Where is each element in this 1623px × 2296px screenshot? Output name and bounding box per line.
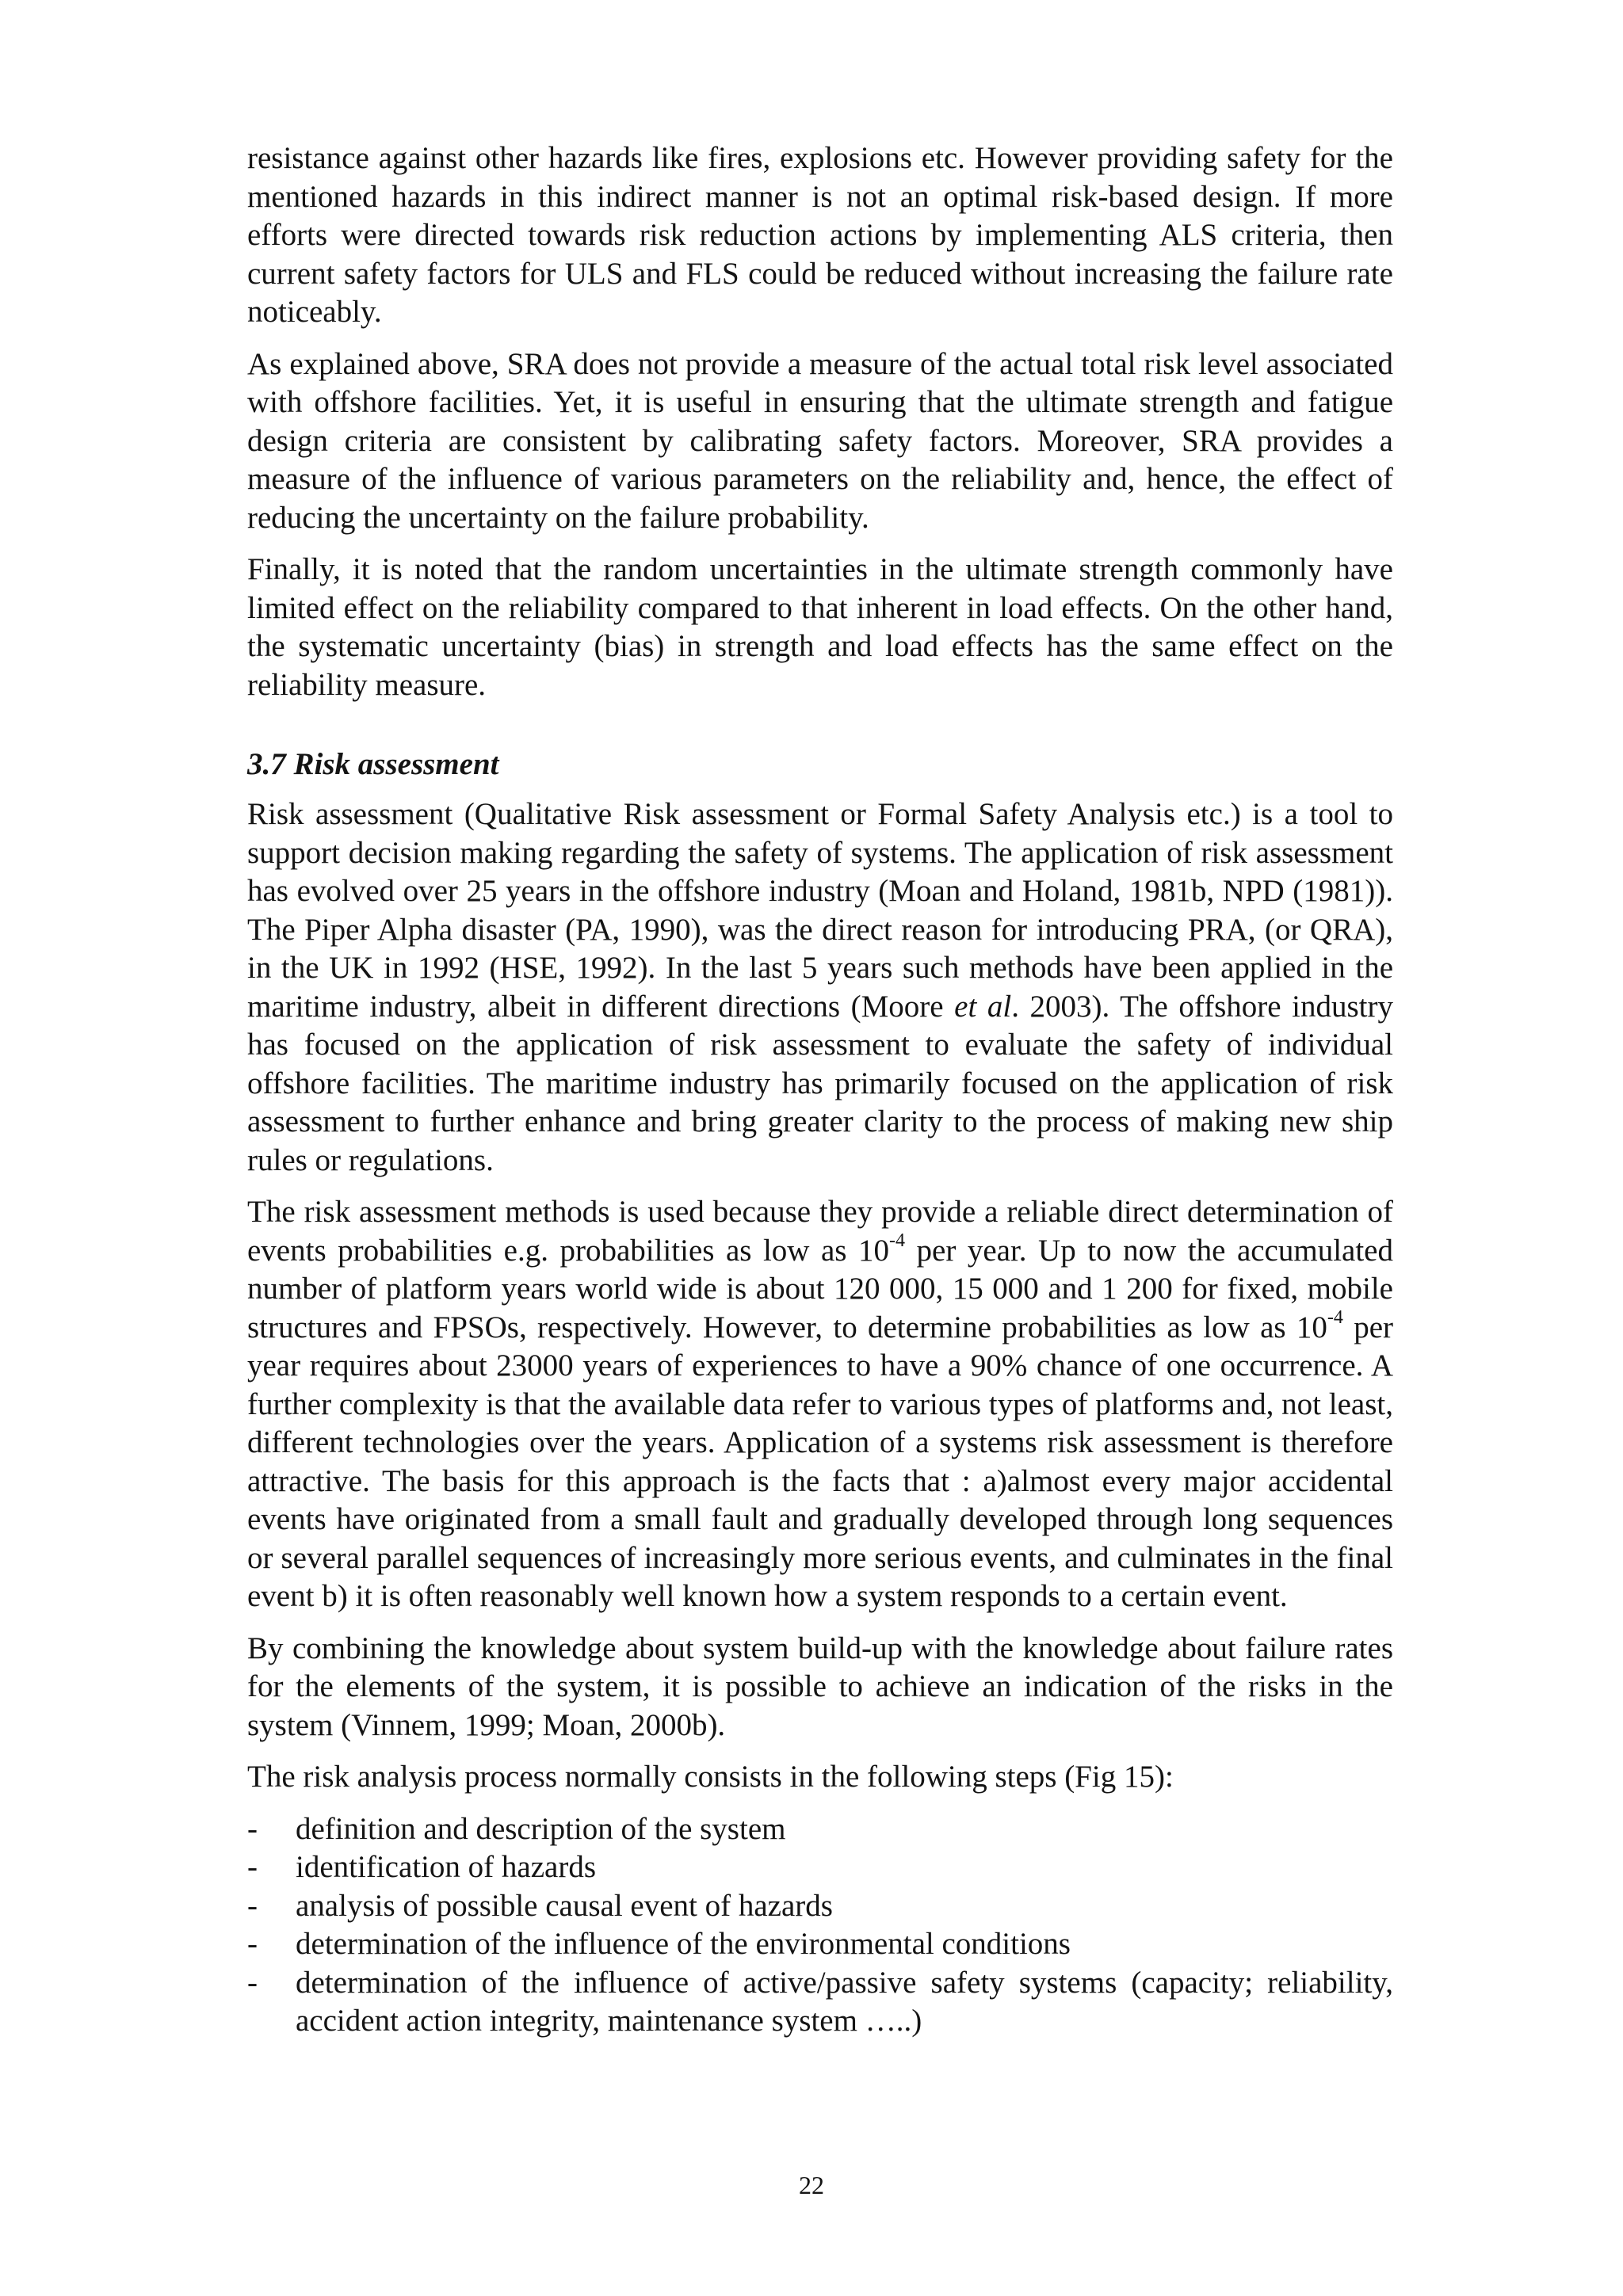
paragraph-risk-methods bbox=[247, 1193, 1393, 1616]
bullet-dash: - bbox=[247, 1965, 258, 2000]
list-item-text: determination of the influence of active/passive safety systems (capacity; reliability, accident action integrity, maintenance system …..) bbox=[296, 1965, 1393, 2038]
steps-list bbox=[247, 1810, 1393, 2041]
list-item bbox=[247, 1848, 1393, 1887]
superscript: -4 bbox=[1327, 1306, 1343, 1328]
text-run: per year requires about 23000 years of experiences to have a 90% chance of one occurrence. A further complexity is that the available data refer to various types of platforms and, not least, different technologies over the years. Application of a systems risk assessment is therefore attractive. The basis for this approach is the facts that : a)almost every major accidental events have originated from a small fault and gradually developed through long sequences or several parallel sequences of increasingly more serious events, and culminates in the final event b) it is often reasonably well known how a system responds to a certain event. bbox=[247, 1310, 1393, 1613]
bullet-dash: - bbox=[247, 1927, 258, 1961]
paragraph-steps-intro: The risk analysis process normally consists in the following steps (Fig 15): bbox=[247, 1760, 1174, 1794]
list-item-text: analysis of possible causal event of hazards bbox=[296, 1888, 833, 1923]
page-number: 22 bbox=[799, 2171, 824, 2199]
text-run: . 2003). The offshore industry has focused on the application of risk assessment to evaluate the safety of individual offshore facilities. The maritime industry has primarily focused on the application of risk assessment to further enhance and bring greater clarity to the process of making new ship rules or regulations. bbox=[247, 989, 1394, 1177]
section-heading: 3.7 Risk assessment bbox=[247, 747, 499, 781]
list-item bbox=[247, 1925, 1393, 1964]
list-item-text: definition and description of the system bbox=[296, 1811, 786, 1846]
paragraph-system-knowledge: By combining the knowledge about system build-up with the knowledge about failure rates for the elements of the system, it is possible to achieve an indication of the risks in the system (Vinnem, 1999; Moan, 2000b). bbox=[247, 1630, 1393, 1742]
paragraph-sra: As explained above, SRA does not provide a measure of the actual total risk level associated with offshore facilities. Yet, it is useful in ensuring that the ultimate strength and fatigue design criteria are consistent by calibrating safety factors. Moreover, SRA provides a measure of the influence of various parameters on the reliability and, hence, the effect of reducing the uncertainty on the failure probability. bbox=[247, 346, 1393, 535]
bullet-dash: - bbox=[247, 1850, 258, 1884]
bullet-dash: - bbox=[247, 1811, 258, 1846]
page-body bbox=[247, 139, 1393, 2041]
superscript: -4 bbox=[888, 1230, 905, 1251]
paragraph-hazards: resistance against other hazards like fires, explosions etc. However providing safety for the mentioned hazards in this indirect manner is not an optimal risk-based design. If more efforts were directed towards risk reduction actions by implementing ALS criteria, then current safety factors for ULS and FLS could be reduced without increasing the failure rate noticeably. bbox=[247, 141, 1393, 329]
list-item-text: determination of the influence of the environmental conditions bbox=[296, 1927, 1071, 1961]
list-item bbox=[247, 1810, 1393, 1849]
list-item bbox=[247, 1887, 1393, 1926]
text-run: The risk assessment methods is used because they provide a reliable direct determination of events probabilities e.g. probabilities as low as 10 bbox=[247, 1195, 1393, 1268]
italic-run: et al bbox=[954, 989, 1012, 1024]
list-item-text: identification of hazards bbox=[296, 1850, 597, 1884]
bullet-dash: - bbox=[247, 1888, 258, 1923]
text-run: Risk assessment (Qualitative Risk assessment or Formal Safety Analysis etc.) is a tool to support decision making regarding the safety of systems. The application of risk assessment has evolved over 25 years in the offshore industry (Moan and Holand, 1981b, NPD (1981)). The Piper Alpha disaster (PA, 1990), was the direct reason for introducing PRA, (or QRA), in the UK in 1992 (HSE, 1992). In the last 5 years such methods have been applied in the maritime industry, albeit in different directions (Moore bbox=[247, 797, 1393, 1024]
paragraph-risk-assessment-intro bbox=[247, 795, 1393, 1180]
list-item bbox=[247, 1964, 1393, 2041]
paragraph-uncertainties: Finally, it is noted that the random uncertainties in the ultimate strength commonly have limited effect on the reliability compared to that inherent in load effects. On the other hand, the systematic uncertainty (bias) in strength and load effects has the same effect on the reliability measure. bbox=[247, 552, 1393, 702]
text-run: per year. Up to now the accumulated number of platform years world wide is about 120 000, 15 000 and 1 200 for fixed, mobile structures and FPSOs, respectively. However, to determine probabilities as low as 10 bbox=[247, 1233, 1393, 1344]
